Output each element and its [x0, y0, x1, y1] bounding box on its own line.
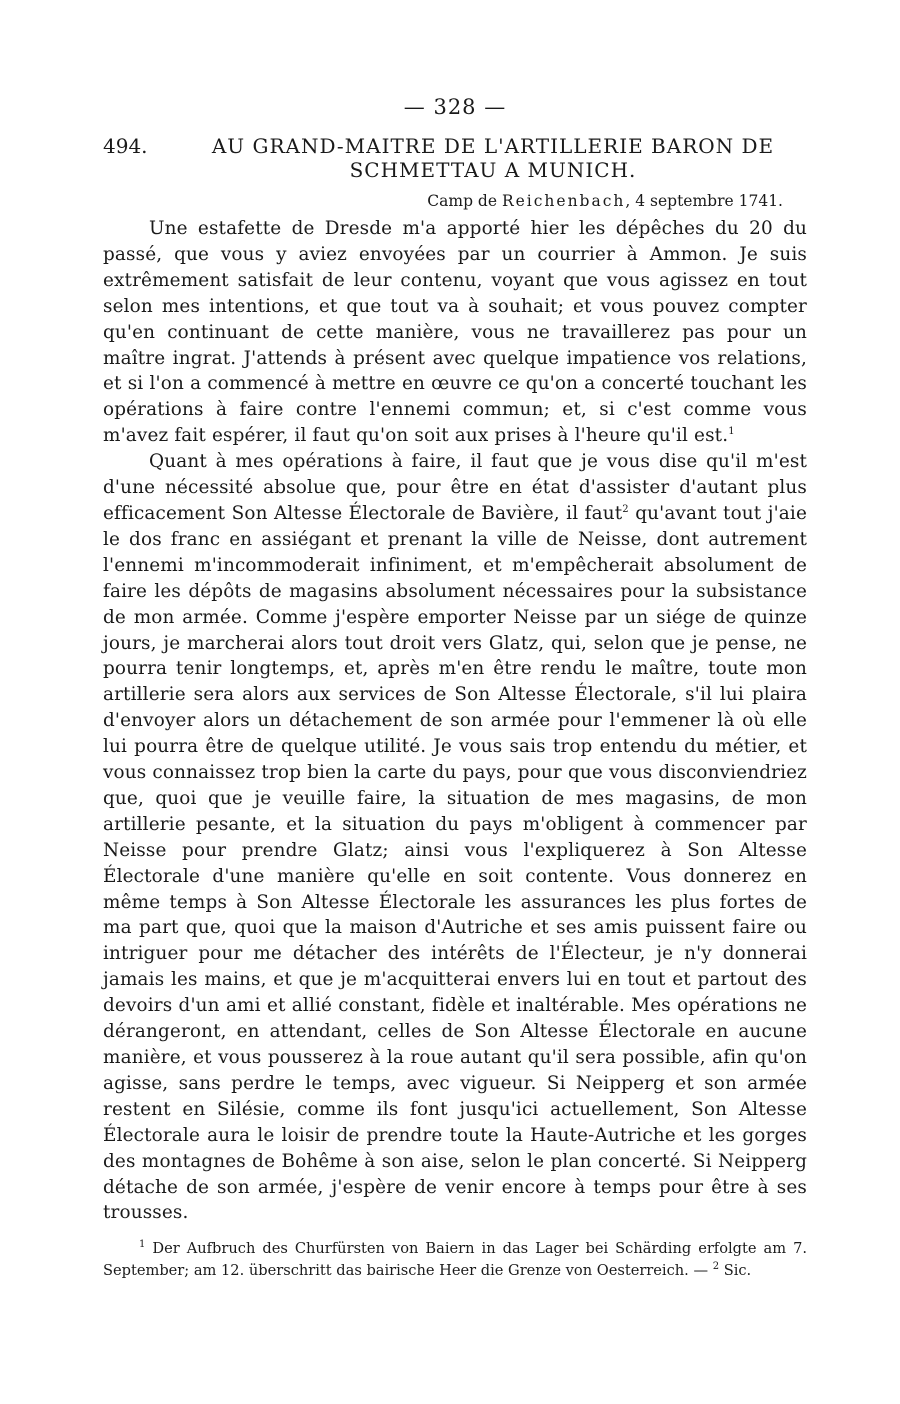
letter-body [103, 216, 807, 1226]
paragraph-1 [103, 216, 807, 449]
page-number: — 328 — [403, 95, 507, 119]
footnote-2-text: Sic. [719, 1262, 752, 1280]
footnote-line [103, 1238, 807, 1282]
letter-title-line-2: SCHMETTAU A MUNICH. [349, 158, 637, 182]
letter-header [103, 134, 807, 182]
dateline [103, 190, 807, 212]
footnote-ref-2: 2 [622, 503, 629, 515]
footnotes [103, 1238, 807, 1282]
dateline-prefix: Camp de [427, 192, 502, 210]
paragraph-2-text-a: Quant à mes opérations à faire, il faut que je vous dise qu'il m'est d'une nécessité absolue que, pour être en état d'assister d'autant plus efficacement Son Altesse Électorale de Bavière, il faut [103, 451, 807, 524]
paragraph-1-text: Une estafette de Dresde m'a apporté hier les dépêches du 20 du passé, que vous y aviez envoyées par un courrier à Ammon. Je suis extrêmement satisfait de leur contenu, voyant que vous agissez en tout selon mes intentions, et que tout va à souhait; et vous pouvez compter qu'en continuant de cette manière, vous ne travaillerez pas pour un maître ingrat. J'attends à présent avec quelque impatience vos relations, et si l'on a commencé à mettre en œuvre ce qu'on a concerté touchant les opérations à faire contre l'ennemi commun; et, si c'est comme vous m'avez fait espérer, il faut qu'on soit aux prises à l'heure qu'il est. [103, 218, 807, 447]
letter-title [179, 134, 807, 182]
letter-title-line-1: AU GRAND-MAITRE DE L'ARTILLERIE BARON DE [211, 134, 775, 158]
dateline-date: , 4 septembre 1741. [625, 192, 783, 210]
document-page [103, 92, 807, 1282]
footnote-mark-1: 1 [139, 1239, 146, 1251]
footnote-1-text: Der Aufbruch des Churfürsten von Baiern in das Lager bei Schärding erfolgte am 7. September; am 12. überschritt das bairische Heer die Grenze von Oesterreich. — [103, 1240, 807, 1280]
footnote-mark-2: 2 [712, 1261, 720, 1273]
letter-number: 494. [103, 134, 148, 158]
footnote-ref-1: 1 [728, 426, 735, 438]
paragraph-2 [103, 449, 807, 1226]
dateline-place: Reichenbach [501, 192, 626, 210]
paragraph-2-text-b: qu'avant tout j'aie le dos franc en assiégant et prenant la ville de Neisse, dont autrement l'ennemi m'incommoderait infiniment, et m'empêcherait absolument de faire les dépôts de magasins absolument nécessaires pour la subsistance de mon armée. Comme j'espère emporter Neisse par un siége de quinze jours, je marcherai alors tout droit vers Glatz, qui, selon que je pense, ne pourra tenir longtemps, et, après m'en être rendu le maître, toute mon artillerie sera alors aux services de Son Altesse Électorale, s'il lui plaira d'envoyer alors un détachement de son armée pour l'emmener là où elle lui pourra être de quelque utilité. Je vous sais trop entendu du métier, et vous connaissez trop bien la carte du pays, pour que vous disconviendriez que, quoi que je veuille faire, la situation de mes magasins, de mon artillerie pesante, et la situation du pays m'obligent à commencer par Neisse pour prendre Glatz; ainsi vous l'expliquerez à Son Altesse Électorale d'une manière qu'elle en soit contente. Vous donnerez en même temps à Son Altesse Électorale les assurances les plus fortes de ma part que, quoi que la maison d'Autriche et ses amis puissent faire ou intriguer pour me détacher des intérêts de l'Électeur, je n'y donnerai jamais les mains, et que je m'acquitterai envers lui en tout et partout des devoirs d'un ami et allié constant, fidèle et inaltérable. Mes opérations ne dérangeront, en attendant, celles de Son Altesse Électorale en aucune manière, et vous pousserez à la roue autant qu'il sera possible, afin qu'on agisse, sans perdre le temps, avec vigueur. Si Neipperg et son armée restent en Silésie, comme ils font jusqu'ici actuellement, Son Altesse Électorale aura le loisir de prendre toute la Haute-Autriche et les gorges des montagnes de Bohême à son aise, selon le plan concerté. Si Neipperg détache de son armée, j'espère de venir encore à temps pour être à ses trousses. [103, 502, 807, 1224]
